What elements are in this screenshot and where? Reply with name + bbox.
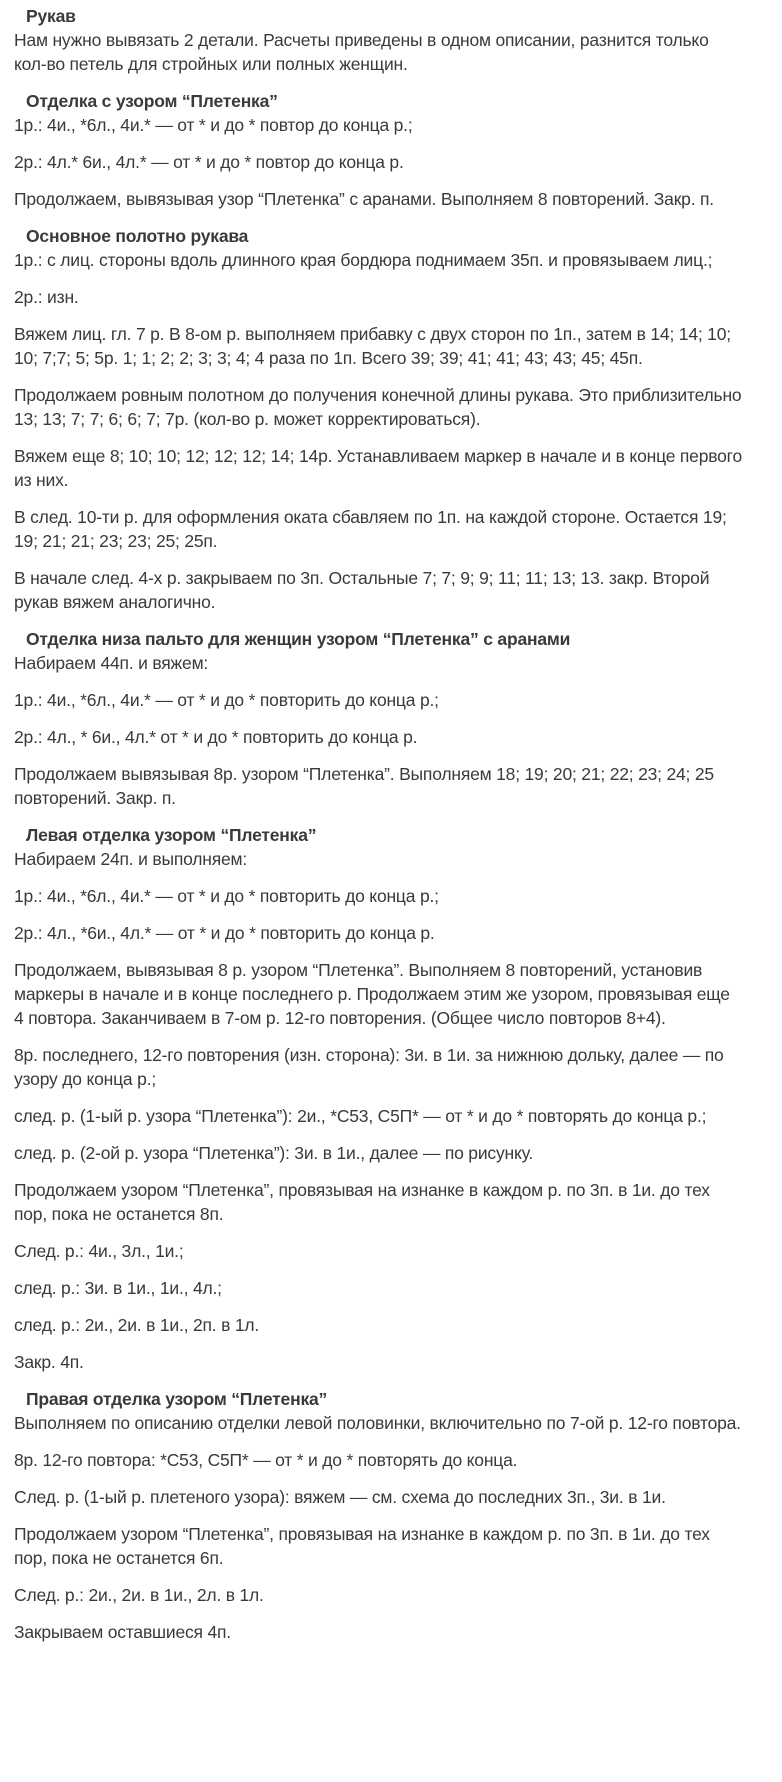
section-heading: Отделка с узором “Плетенка” (26, 91, 278, 111)
section (14, 224, 742, 614)
paragraph: Продолжаем вывязывая 8р. узором “Плетенка”. Выполняем 18; 19; 20; 21; 22; 23; 24; 25 повторений. Закр. п. (14, 764, 714, 808)
paragraph: Выполняем по описанию отделки левой половинки, включительно по 7-ой р. 12-го повтора. (14, 1413, 741, 1433)
section-heading: Основное полотно рукава (26, 226, 249, 246)
paragraph: след. р. (1-ый р. узора “Плетенка”): 2и., *С53, С5П* — от * и до * повторять до конца р.; (14, 1106, 707, 1126)
paragraph: 8р. последнего, 12-го повторения (изн. сторона): 3и. в 1и. за нижнюю дольку, далее — по узору до конца р.; (14, 1045, 724, 1089)
paragraph: В начале след. 4-х р. закрываем по 3п. Остальные 7; 7; 9; 9; 11; 11; 13; 13. закр. Второй рукав вяжем аналогично. (14, 568, 710, 612)
paragraph: В след. 10-ти р. для оформления оката сбавляем по 1п. на каждой стороне. Остается 19; 19; 21; 21; 23; 23; 25; 25п. (14, 507, 727, 551)
paragraph: След. р.: 2и., 2и. в 1и., 2л. в 1л. (14, 1585, 264, 1605)
paragraph: 1р.: 4и., *6л., 4и.* — от * и до * повтор до конца р.; (14, 115, 413, 135)
section (14, 4, 742, 76)
paragraph: Продолжаем узором “Плетенка”, провязывая на изнанке в каждом р. по 3п. в 1и. до тех пор, пока не останется 6п. (14, 1524, 710, 1568)
paragraph: Набираем 24п. и выполняем: (14, 849, 248, 869)
paragraph: след. р. (2-ой р. узора “Плетенка”): 3и. в 1и., далее — по рисунку. (14, 1143, 534, 1163)
paragraph: Продолжаем ровным полотном до получения конечной длины рукава. Это приблизительно 13; 13; 7; 7; 6; 6; 7; 7р. (кол-во р. может корректироваться). (14, 385, 742, 429)
paragraph: Нам нужно вывязать 2 детали. Расчеты приведены в одном описании, разнится только кол-во петель для стройных или полных женщин. (14, 30, 709, 74)
section (14, 627, 742, 810)
paragraph: Продолжаем, вывязывая 8 р. узором “Плетенка”. Выполняем 8 повторений, установив маркеры в начале и в конце последнего р. Продолжаем этим же узором, провязывая еще 4 повтора. Заканчиваем в 7-ом р. 12-го повторения. (Общее число повторов 8+4). (14, 960, 730, 1028)
paragraph: 1р.: 4и., *6л., 4и.* — от * и до * повторить до конца р.; (14, 690, 439, 710)
section (14, 1387, 742, 1644)
paragraph: 1р.: с лиц. стороны вдоль длинного края бордюра поднимаем 35п. и провязываем лиц.; (14, 250, 713, 270)
paragraph: 2р.: изн. (14, 287, 79, 307)
section (14, 89, 742, 211)
paragraph: 8р. 12-го повтора: *С53, С5П* — от * и до * повторять до конца. (14, 1450, 518, 1470)
paragraph: След. р. (1-ый р. плетеного узора): вяжем — см. схема до последних 3п., 3и. в 1и. (14, 1487, 666, 1507)
paragraph: Вяжем лиц. гл. 7 р. В 8-ом р. выполняем прибавку с двух сторон по 1п., затем в 14; 14; 10; 10; 7;7; 5; 5р. 1; 1; 2; 2; 3; 3; 4; 4 раза по 1п. Всего 39; 39; 41; 41; 43; 43; 45; 45п. (14, 324, 731, 368)
paragraph: 2р.: 4л., * 6и., 4л.* от * и до * повторить до конца р. (14, 727, 418, 747)
paragraph: след. р.: 2и., 2и. в 1и., 2п. в 1л. (14, 1315, 260, 1335)
paragraph: Вяжем еще 8; 10; 10; 12; 12; 12; 14; 14р. Устанавливаем маркер в начале и в конце первого из них. (14, 446, 742, 490)
section (14, 823, 742, 1374)
paragraph: Закр. 4п. (14, 1352, 84, 1372)
section-heading: Отделка низа пальто для женщин узором “Плетенка” с аранами (26, 629, 571, 649)
section-heading: Левая отделка узором “Плетенка” (26, 825, 317, 845)
paragraph: 2р.: 4л.* 6и., 4л.* — от * и до * повтор до конца р. (14, 152, 404, 172)
paragraph: След. р.: 4и., 3л., 1и.; (14, 1241, 184, 1261)
paragraph: Закрываем оставшиеся 4п. (14, 1622, 231, 1642)
paragraph: Набираем 44п. и вяжем: (14, 653, 209, 673)
paragraph: Продолжаем, вывязывая узор “Плетенка” с аранами. Выполняем 8 повторений. Закр. п. (14, 189, 714, 209)
paragraph: Продолжаем узором “Плетенка”, провязывая на изнанке в каждом р. по 3п. в 1и. до тех пор, пока не останется 8п. (14, 1180, 710, 1224)
paragraph: 2р.: 4л., *6и., 4л.* — от * и до * повторить до конца р. (14, 923, 435, 943)
paragraph: след. р.: 3и. в 1и., 1и., 4л.; (14, 1278, 222, 1298)
paragraph: 1р.: 4и., *6л., 4и.* — от * и до * повторить до конца р.; (14, 886, 439, 906)
section-heading: Рукав (26, 6, 76, 26)
section-heading: Правая отделка узором “Плетенка” (26, 1389, 328, 1409)
